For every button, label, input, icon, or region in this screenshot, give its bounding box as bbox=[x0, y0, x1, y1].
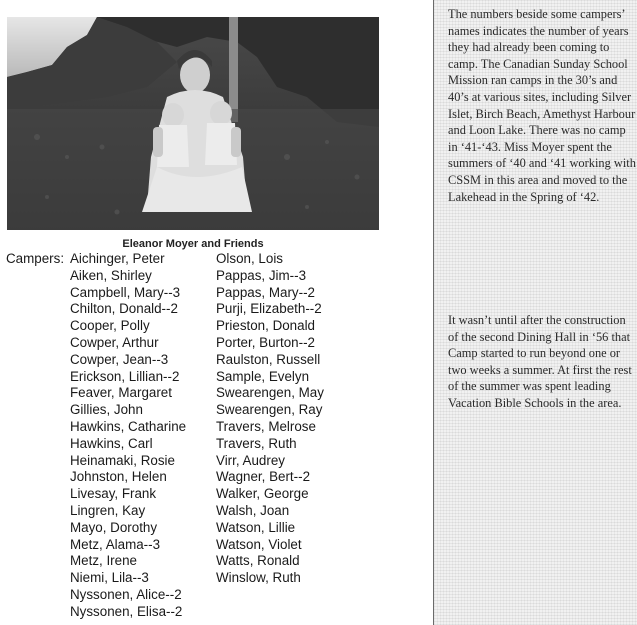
list-item: Swearengen, May bbox=[216, 385, 324, 401]
list-item: Travers, Melrose bbox=[216, 418, 316, 434]
list-item: Livesay, Frank bbox=[70, 486, 157, 502]
list-item: Gillies, John bbox=[70, 402, 143, 418]
list-item: Chilton, Donald--2 bbox=[70, 301, 178, 317]
list-item: Pappas, Mary--2 bbox=[216, 284, 315, 300]
photo-caption: Eleanor Moyer and Friends bbox=[122, 238, 264, 250]
list-item: Nyssonen, Alice--2 bbox=[70, 586, 182, 602]
list-item: Walsh, Joan bbox=[216, 502, 290, 518]
list-item: Heinamaki, Rosie bbox=[70, 452, 175, 468]
list-item: Watson, Violet bbox=[216, 536, 302, 552]
list-item: Aiken, Shirley bbox=[70, 267, 152, 283]
campers-label: Campers: bbox=[6, 251, 65, 266]
sidebar-paragraph-history: The numbers beside some campers’ names indicates the number of years they had already been coming to camp. The Canadian Sunday School Mission ran camps in the 30’s and 40’s at various sites, including Silver Islet, Birch Beach, Amethyst Harbour and Loon Lake. There was no camp in ‘41-‘43. Miss Moyer spent the summers of ‘40 and ‘41 working with CSSM in this area and moved to the Lakehead in the Spring of ‘42. bbox=[448, 7, 636, 204]
list-item: Raulston, Russell bbox=[216, 351, 321, 367]
list-item: Lingren, Kay bbox=[70, 502, 146, 518]
sidebar-panel bbox=[433, 0, 637, 625]
list-item: Travers, Ruth bbox=[216, 435, 297, 451]
list-item: Cowper, Jean--3 bbox=[70, 351, 169, 367]
campers-column-2 bbox=[216, 251, 324, 587]
list-item: Feaver, Margaret bbox=[70, 385, 172, 401]
photograph bbox=[7, 17, 379, 230]
list-item: Metz, Irene bbox=[70, 553, 137, 569]
list-item: Niemi, Lila--3 bbox=[70, 570, 149, 586]
list-item: Metz, Alama--3 bbox=[70, 536, 161, 552]
list-item: Pappas, Jim--3 bbox=[216, 267, 307, 283]
list-item: Aichinger, Peter bbox=[70, 251, 165, 266]
list-item: Swearengen, Ray bbox=[216, 402, 323, 418]
campers-column-1 bbox=[70, 251, 186, 621]
list-item: Cowper, Arthur bbox=[70, 334, 159, 350]
list-item: Sample, Evelyn bbox=[216, 368, 310, 384]
sidebar-paragraph-dining-hall: It wasn’t until after the construction of the second Dining Hall in ‘56 that Camp started to run beyond one or two weeks a summer. At first the rest of the summer was spent leading Vacation Bible Schools in the area. bbox=[448, 313, 632, 410]
list-item: Winslow, Ruth bbox=[216, 570, 301, 586]
list-item: Nyssonen, Elisa--2 bbox=[70, 603, 183, 619]
list-item: Walker, George bbox=[216, 486, 309, 502]
list-item: Hawkins, Catharine bbox=[70, 418, 187, 434]
list-item: Johnston, Helen bbox=[70, 469, 167, 485]
list-item: Virr, Audrey bbox=[216, 452, 285, 468]
list-item: Watts, Ronald bbox=[216, 553, 300, 569]
list-item: Watson, Lillie bbox=[216, 519, 296, 535]
list-item: Wagner, Bert--2 bbox=[216, 469, 311, 485]
list-item: Olson, Lois bbox=[216, 251, 283, 266]
list-item: Purji, Elizabeth--2 bbox=[216, 301, 322, 317]
list-item: Hawkins, Carl bbox=[70, 435, 153, 451]
list-item: Prieston, Donald bbox=[216, 318, 315, 334]
list-item: Campbell, Mary--3 bbox=[70, 284, 181, 300]
list-item: Porter, Burton--2 bbox=[216, 334, 315, 350]
list-item: Erickson, Lillian--2 bbox=[70, 368, 180, 384]
list-item: Cooper, Polly bbox=[70, 318, 150, 334]
list-item: Mayo, Dorothy bbox=[70, 519, 158, 535]
